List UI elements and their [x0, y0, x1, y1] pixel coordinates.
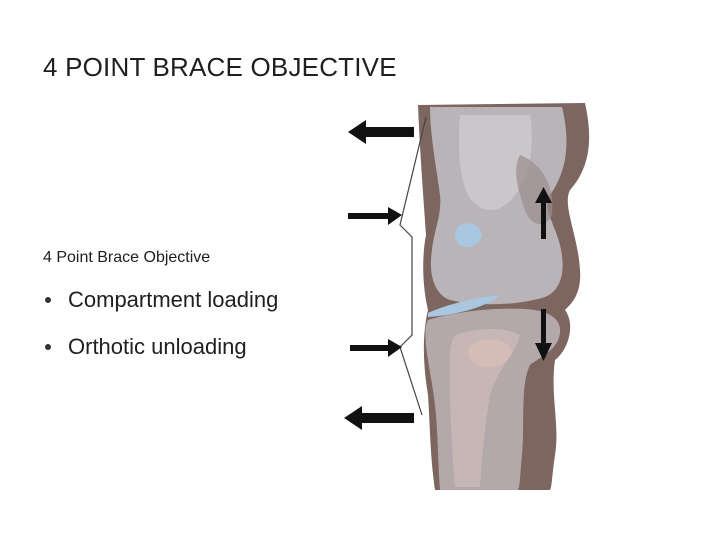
arrow-lower-right-icon	[350, 339, 402, 357]
arrow-top-left-icon	[348, 120, 414, 144]
slide-title: 4 POINT BRACE OBJECTIVE	[43, 52, 397, 82]
bullet-text: Orthotic unloading	[68, 334, 247, 359]
slide-subtitle: 4 Point Brace Objective	[43, 249, 211, 266]
bullet-list	[43, 283, 278, 377]
bullet-icon	[45, 297, 51, 303]
bullet-text: Compartment loading	[68, 287, 279, 312]
bullet-item-orthotic-unloading	[43, 330, 278, 364]
bullet-item-compartment-loading	[43, 283, 278, 317]
arrow-upper-right-icon	[348, 207, 402, 225]
bullet-icon	[45, 344, 51, 350]
knee-joint-illustration	[330, 95, 600, 500]
arrow-bottom-left-icon	[344, 406, 414, 430]
